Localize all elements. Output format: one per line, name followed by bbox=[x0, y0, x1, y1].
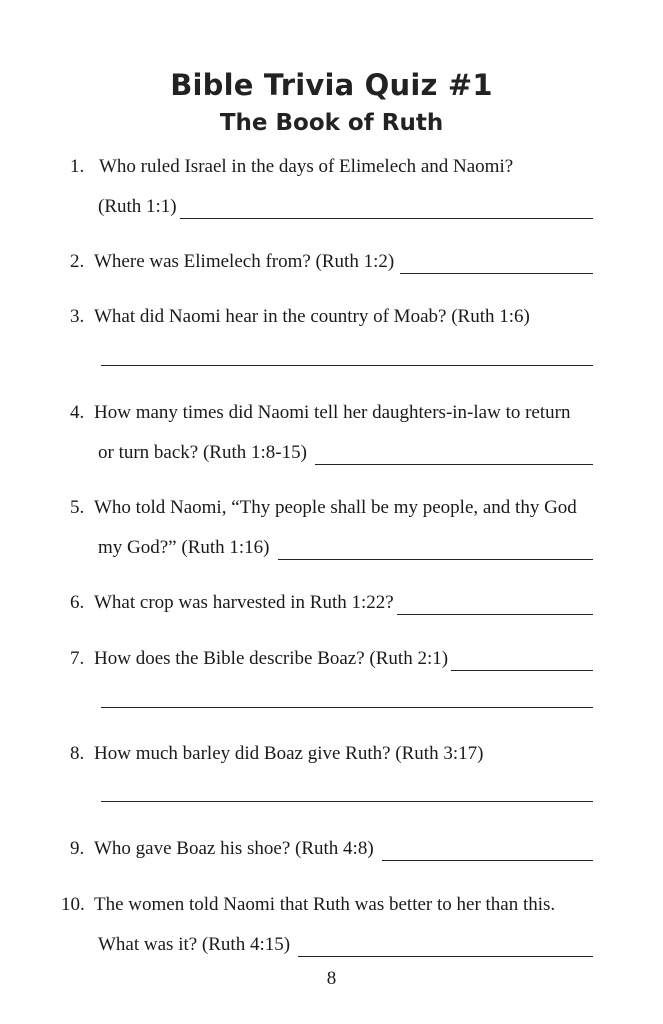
answer-blank[interactable] bbox=[382, 842, 593, 861]
question-number: 9. bbox=[70, 838, 85, 859]
question-text: How does the Bible describe Boaz? (Ruth 2:1) bbox=[94, 648, 449, 669]
page-subtitle: The Book of Ruth bbox=[219, 110, 444, 136]
question-7 bbox=[70, 647, 593, 671]
answer-blank[interactable] bbox=[278, 541, 593, 560]
question-text-continued: or turn back? (Ruth 1:8-15) bbox=[98, 442, 307, 463]
question-6 bbox=[70, 591, 593, 615]
question-number: 3. bbox=[70, 306, 85, 327]
question-number: 7. bbox=[70, 648, 85, 669]
question-number: 4. bbox=[70, 402, 85, 423]
question-8-answer-blank[interactable] bbox=[101, 801, 593, 802]
question-3 bbox=[70, 305, 530, 329]
question-1 bbox=[70, 155, 513, 179]
answer-blank[interactable] bbox=[451, 652, 593, 671]
question-text: Who gave Boaz his shoe? (Ruth 4:8) bbox=[94, 838, 374, 859]
question-8 bbox=[70, 742, 483, 766]
question-10-answer-line bbox=[98, 933, 593, 957]
question-number: 10. bbox=[61, 894, 85, 915]
question-1-answer-line bbox=[98, 195, 593, 219]
answer-blank[interactable] bbox=[397, 596, 593, 615]
question-text: Who ruled Israel in the days of Elimelech and Naomi? bbox=[99, 156, 514, 177]
question-10 bbox=[61, 893, 555, 917]
page-number: 8 bbox=[326, 968, 337, 989]
question-text: What did Naomi hear in the country of Moab? (Ruth 1:6) bbox=[94, 306, 530, 327]
question-number: 6. bbox=[70, 592, 85, 613]
question-number: 1. bbox=[70, 156, 85, 177]
question-text: What crop was harvested in Ruth 1:22? bbox=[94, 592, 394, 613]
question-text: Where was Elimelech from? (Ruth 1:2) bbox=[94, 251, 395, 272]
question-text: How much barley did Boaz give Ruth? (Ruth 3:17) bbox=[94, 743, 484, 764]
question-7-answer-blank[interactable] bbox=[101, 707, 593, 708]
question-number: 8. bbox=[70, 743, 85, 764]
question-text: The women told Naomi that Ruth was better to her than this. bbox=[94, 894, 556, 915]
question-2 bbox=[70, 250, 593, 274]
answer-blank[interactable] bbox=[180, 200, 593, 219]
question-text: Who told Naomi, “Thy people shall be my people, and thy God bbox=[94, 497, 577, 518]
page-title: Bible Trivia Quiz #1 bbox=[170, 68, 493, 102]
question-4 bbox=[70, 401, 570, 425]
question-text-continued: my God?” (Ruth 1:16) bbox=[98, 537, 270, 558]
question-number: 2. bbox=[70, 251, 85, 272]
question-text: How many times did Naomi tell her daughters-in-law to return bbox=[94, 402, 571, 423]
question-4-answer-line bbox=[98, 441, 593, 465]
answer-blank[interactable] bbox=[298, 938, 593, 957]
question-5-answer-line bbox=[98, 536, 593, 560]
question-text-continued: What was it? (Ruth 4:15) bbox=[98, 934, 291, 955]
question-5 bbox=[70, 496, 577, 520]
question-9 bbox=[70, 837, 593, 861]
answer-blank[interactable] bbox=[315, 446, 593, 465]
question-number: 5. bbox=[70, 497, 85, 518]
question-3-answer-blank[interactable] bbox=[101, 365, 593, 366]
answer-blank[interactable] bbox=[400, 255, 593, 274]
question-reference: (Ruth 1:1) bbox=[98, 196, 177, 217]
